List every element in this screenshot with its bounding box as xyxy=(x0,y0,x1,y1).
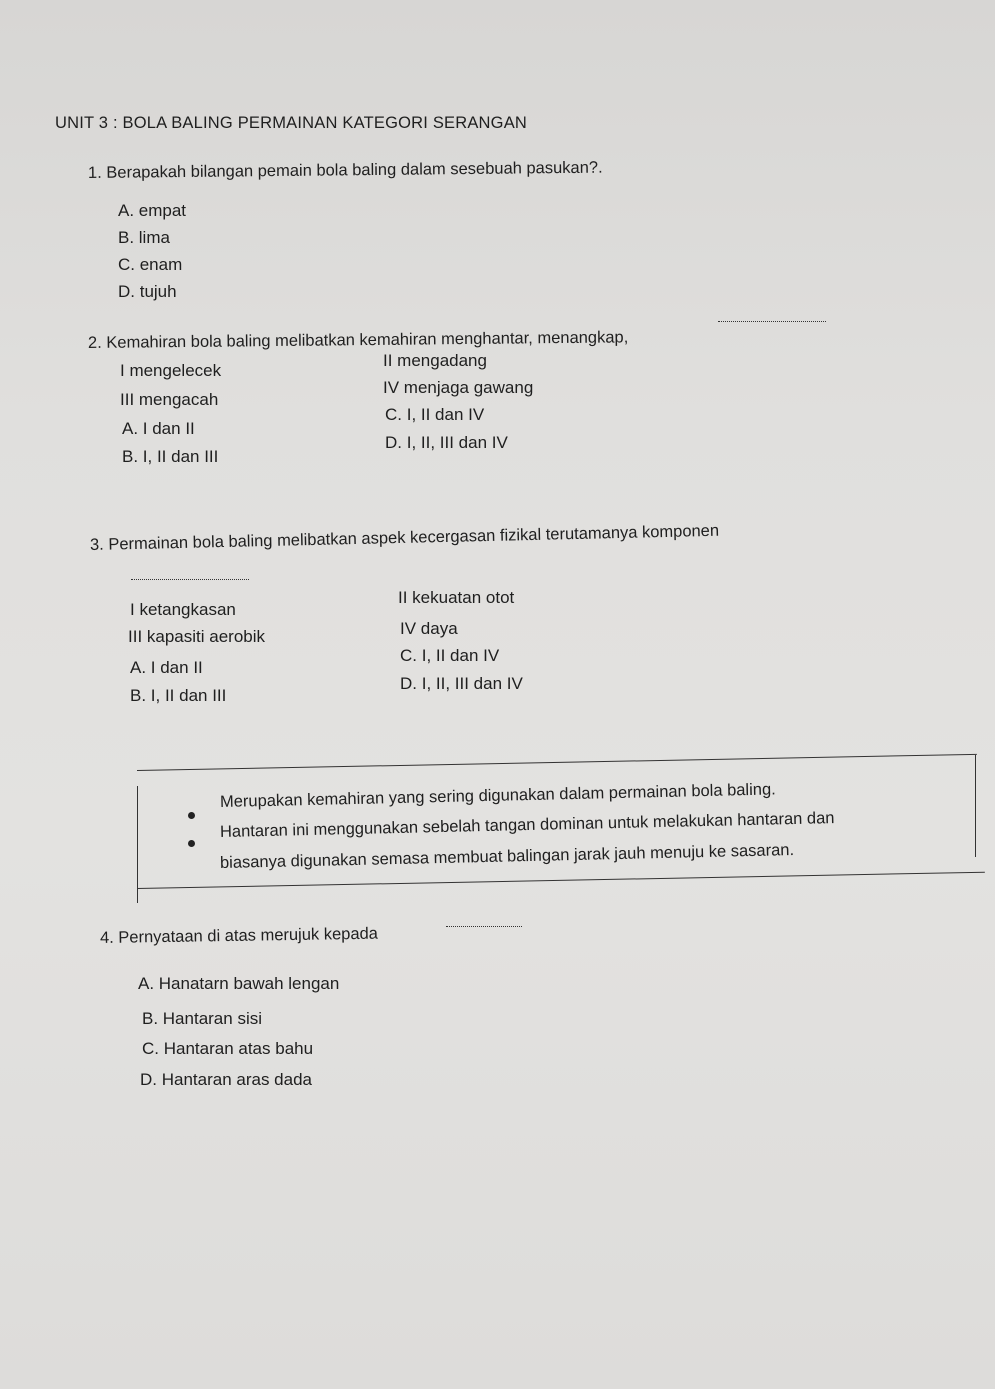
q4-option-c: C. Hantaran atas bahu xyxy=(142,1039,314,1058)
bullet-2 xyxy=(188,840,195,847)
q1-option-d: D. tujuh xyxy=(118,282,177,301)
info-box-bottom-border xyxy=(137,872,985,889)
unit-title: UNIT 3 : BOLA BALING PERMAINAN KATEGORI SERANGAN xyxy=(55,114,528,132)
info-bullet-1: Merupakan kemahiran yang sering digunakan dalam permainan bola baling. xyxy=(219,780,776,811)
q2-item-4: IV menjaga gawang xyxy=(383,378,534,397)
question-1: 1. Berapakah bilangan pemain bola baling dalam sesebuah pasukan?. xyxy=(87,158,603,182)
q2-option-a: A. I dan II xyxy=(122,419,195,438)
q1-option-b: B. lima xyxy=(118,228,170,247)
info-bullet-2-continued: biasanya digunakan semasa membuat balingan jarak jauh menuju ke sasaran. xyxy=(219,840,795,872)
question-3: 3. Permainan bola baling melibatkan aspek kecergasan fizikal terutamanya komponen xyxy=(89,521,720,554)
answer-blank-2 xyxy=(718,321,826,322)
q4-option-b: B. Hantaran sisi xyxy=(142,1009,262,1028)
info-bullet-2: Hantaran ini menggunakan sebelah tangan dominan untuk melakukan hantaran dan xyxy=(219,809,835,841)
info-box-right-border xyxy=(975,755,976,857)
answer-blank-3 xyxy=(131,579,249,580)
q2-item-3: III mengacah xyxy=(120,390,219,409)
q3-item-1: I ketangkasan xyxy=(130,600,236,619)
q3-option-a: A. I dan II xyxy=(130,658,203,677)
q3-item-4: IV daya xyxy=(400,619,458,638)
answer-blank-4 xyxy=(446,926,522,927)
question-4: 4. Pernyataan di atas merujuk kepada xyxy=(99,924,379,947)
q2-option-b: B. I, II dan III xyxy=(122,447,219,466)
bullet-1 xyxy=(188,812,195,819)
q3-option-c: C. I, II dan IV xyxy=(400,646,500,665)
info-box-top-border xyxy=(137,754,977,771)
q4-option-a: A. Hanatarn bawah lengan xyxy=(138,974,340,993)
q3-option-b: B. I, II dan III xyxy=(130,686,227,705)
q3-item-3: III kapasiti aerobik xyxy=(128,627,266,646)
q3-item-2: II kekuatan otot xyxy=(398,588,515,607)
q2-option-d: D. I, II, III dan IV xyxy=(385,433,508,452)
q4-option-d: D. Hantaran aras dada xyxy=(140,1070,312,1089)
q3-option-d: D. I, II, III dan IV xyxy=(400,674,523,693)
q1-option-c: C. enam xyxy=(118,255,183,274)
q1-option-a: A. empat xyxy=(118,201,187,220)
q2-item-1: I mengelecek xyxy=(120,361,222,380)
info-box-left-border xyxy=(137,786,138,903)
q2-item-2: II mengadang xyxy=(383,351,487,370)
q2-option-c: C. I, II dan IV xyxy=(385,405,485,424)
question-2: 2. Kemahiran bola baling melibatkan kemahiran menghantar, menangkap, xyxy=(87,328,629,352)
